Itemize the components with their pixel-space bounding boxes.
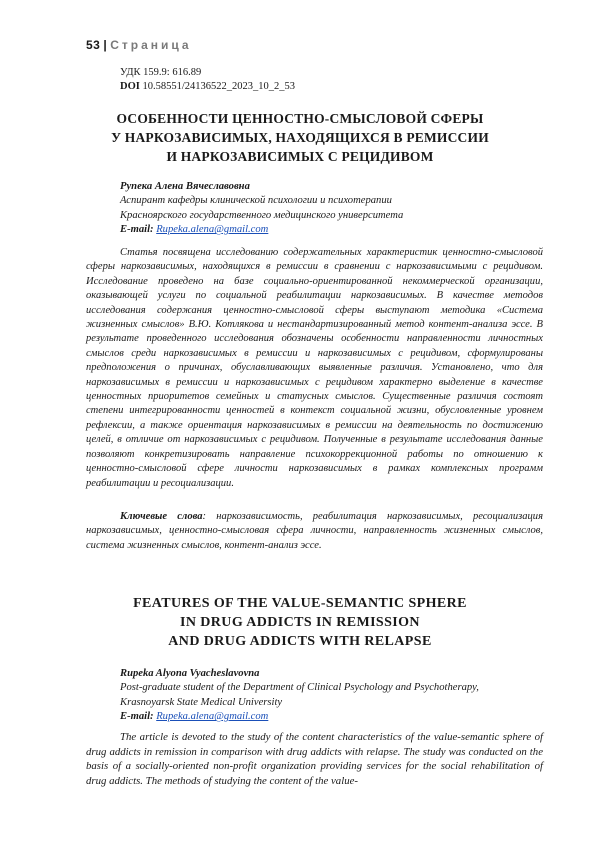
- keywords-colon: :: [202, 511, 207, 522]
- author-name-en: Rupeka Alyona Vyacheslavovna: [120, 668, 260, 679]
- author-block-en: [120, 667, 479, 725]
- header-separator: |: [103, 38, 108, 52]
- doi-label: DOI: [120, 81, 140, 92]
- keywords-label: Ключевые слова: [120, 511, 203, 522]
- author-position-ru: Аспирант кафедры клинической психологии и психотерапии: [120, 195, 392, 207]
- author-block-ru: [120, 180, 403, 238]
- abstract-ru: Статья посвящена исследованию содержательных характеристик ценностно-смысловой сферы наркозависимых, находящихся в ремиссии в сравнении с наркозависимыми с рецидивом. Исследование проведено на базе социально-ориентированной некоммерческой организации, оказывающей услуги по социальной реабилитации наркозависимых. В качестве методов исследования содержания ценностно-смысловой сферы выступают методика «Система жизненных смыслов» В.Ю. Котлякова и нестандартизированный метод контент-анализа эссе. В результате проведенного исследования обозначены особенности направленности личностных смыслов среди наркозависимых в ремиссии и наркозависимых с рецидивом, сформулированы предположения о причинах, обуславливающих выявленные различия. Установлено, что для наркозависимых в ремиссии и наркозависимых с рецидивом характерно выделение в качестве ценностных приоритетов семейных и статусных смыслов. Существенные различия состоят степени интегрированности ценностей в контекст социальной жизни, обусловленные уровнем рефлексии, а также ориентация наркозависимых в ремиссии на деятельность по достижению целей, в отличие от наркозависимых с рецидивом. Полученные в результате исследования данные позволяют конкретизировать направление психокоррекционной работы по отношению к ценностно-смысловой сфере личности наркозависимых в рамках комплексных программ реабилитации и ресоциализации.: [86, 247, 543, 489]
- author-affiliation-en: Krasnoyarsk State Medical University: [120, 696, 283, 708]
- author-position-en: Post-graduate student of the Department of Clinical Psychology and Psychotherapy,: [120, 682, 479, 694]
- keywords-text: наркозависимость, реабилитация наркозависимых, ресоциализация наркозависимых, ценностно-смысловая сфера личности, направленность жизненных смыслов, система жизненных смыслов, контент-анализ эссе.: [86, 511, 543, 551]
- running-header: [86, 38, 546, 52]
- title-en-line-1: FEATURES OF THE VALUE-SEMANTIC SPHERE: [133, 596, 467, 611]
- udk-code: УДК 159.9: 616.89: [120, 67, 202, 78]
- author-email-line-en: [120, 710, 479, 724]
- title-ru-line-3: И НАРКОЗАВИСИМЫХ С РЕЦИДИВОМ: [166, 149, 434, 164]
- header-label: Страница: [110, 38, 192, 52]
- author-email-line-ru: [120, 223, 403, 237]
- page-number: 53: [86, 38, 101, 52]
- author-name-ru: Рупека Алена Вячеславовна: [120, 181, 250, 192]
- article-title-ru: [70, 109, 530, 166]
- doi-value: 10.58551/24136522_2023_10_2_53: [139, 81, 296, 92]
- email-label-en: E-mail:: [120, 711, 154, 723]
- article-title-en: [70, 594, 530, 651]
- title-en-line-3: AND DRUG ADDICTS WITH RELAPSE: [168, 634, 432, 649]
- title-ru-line-2: У НАРКОЗАВИСИМЫХ, НАХОДЯЩИХСЯ В РЕМИССИИ: [111, 130, 489, 145]
- author-affiliation-ru: Красноярского государственного медицинского университета: [120, 209, 404, 221]
- email-link-en[interactable]: Rupeka.alena@gmail.com: [156, 711, 269, 723]
- article-meta: [120, 66, 295, 94]
- doi-line: [120, 80, 295, 94]
- title-en-line-2: IN DRUG ADDICTS IN REMISSION: [180, 615, 420, 630]
- abstract-en: The article is devoted to the study of the content characteristics of the value-semantic sphere of drug addicts in remission in comparison with drug addicts with relapse. The study was conducted on the basis of a socially-oriented non-profit organization providing services for the social rehabilitation of drug addicts. The methods of studying the content of the value-: [86, 731, 543, 787]
- title-ru-line-1: ОСОБЕННОСТИ ЦЕННОСТНО-СМЫСЛОВОЙ СФЕРЫ: [116, 111, 484, 126]
- keywords-ru: [86, 510, 543, 553]
- email-link-ru[interactable]: Rupeka.alena@gmail.com: [156, 224, 269, 236]
- email-label-ru: E-mail:: [120, 224, 154, 236]
